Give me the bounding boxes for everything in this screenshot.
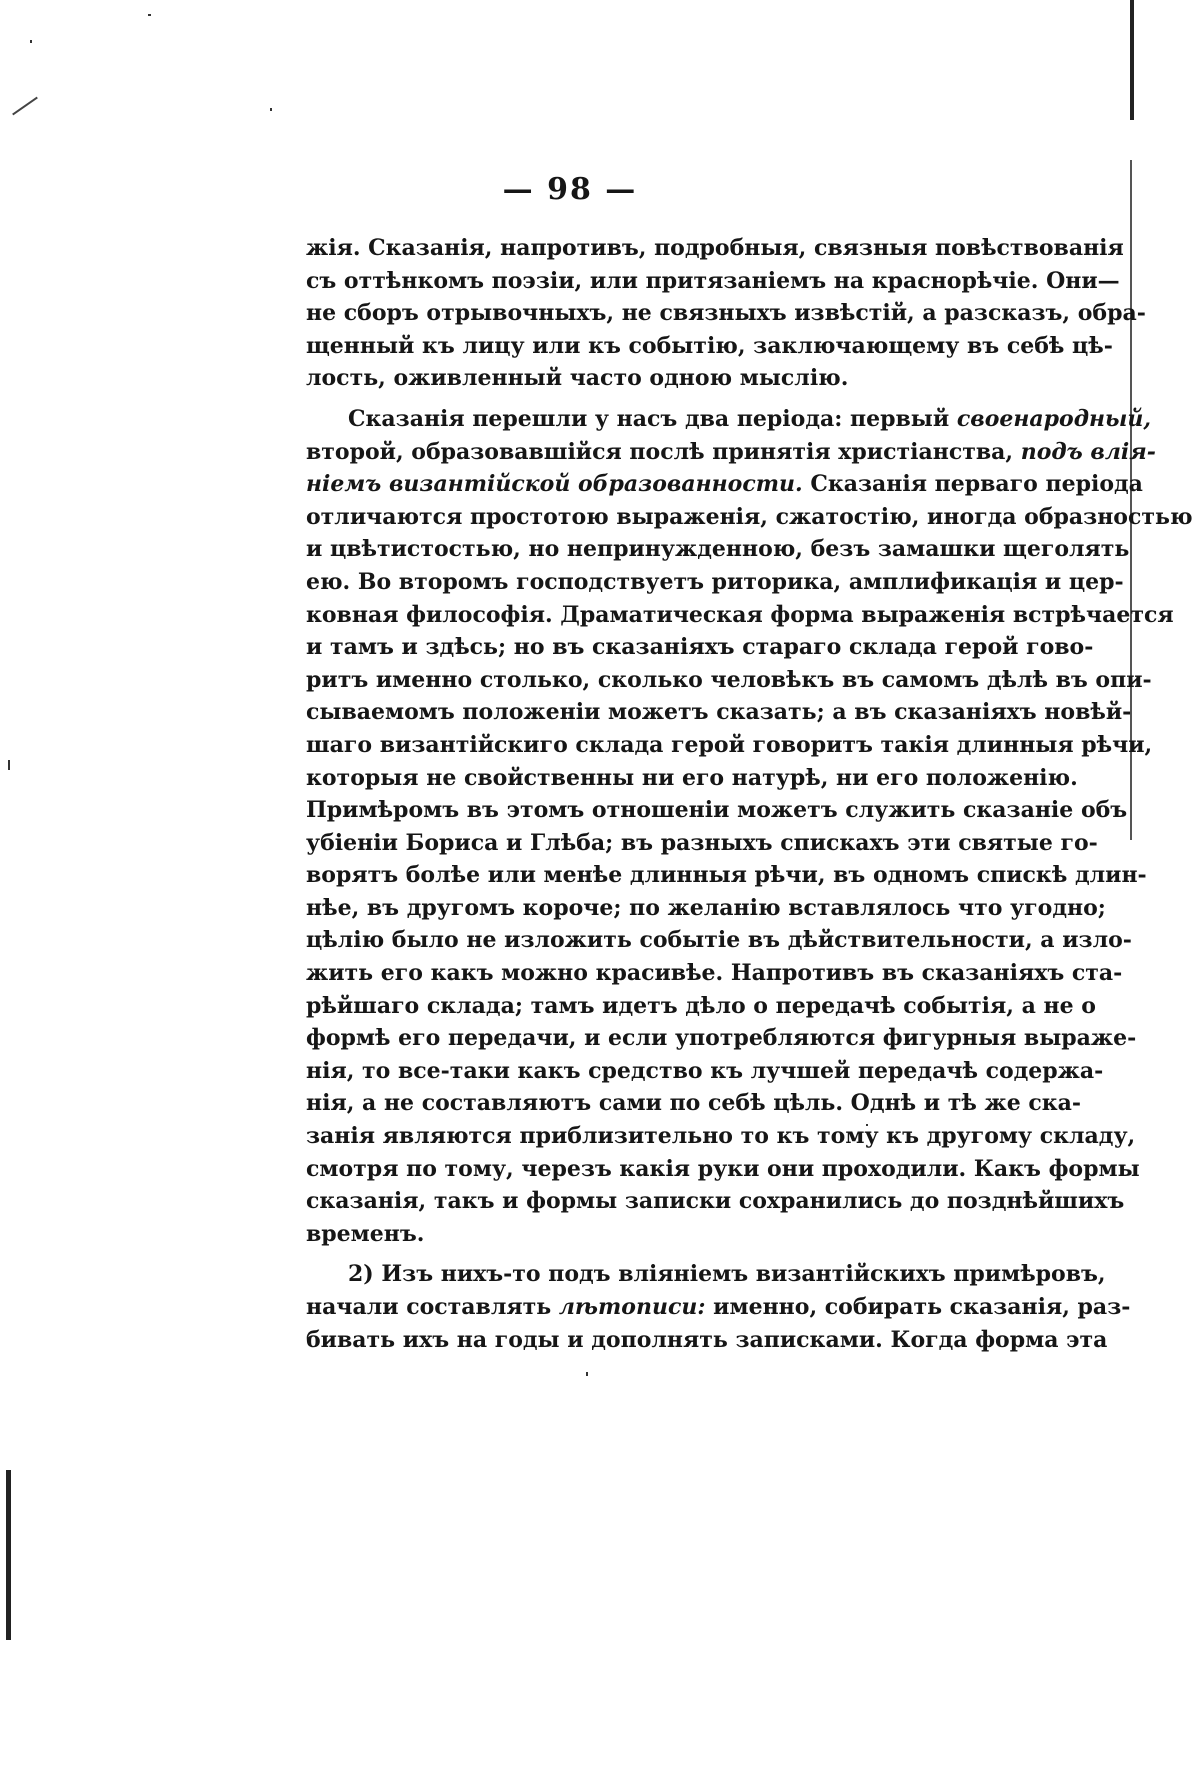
text-line bbox=[306, 1022, 1137, 1055]
line-text: смотря по тому, черезъ какія руки они проходили. Какъ формы bbox=[306, 1155, 1140, 1182]
text-line bbox=[306, 729, 1153, 762]
scan-edge-right-top bbox=[1130, 0, 1134, 120]
text-line bbox=[306, 827, 1098, 860]
text-line bbox=[306, 957, 1123, 990]
line-emphasis: лѣтописи: bbox=[558, 1294, 706, 1320]
line-text: ею. Во второмъ господствуетъ риторика, амплификація и цер- bbox=[306, 568, 1124, 595]
text-line bbox=[306, 696, 1132, 729]
text-line bbox=[306, 330, 1113, 363]
line-text: жія. Сказанія, напротивъ, подробныя, связныя повѣствованія bbox=[306, 235, 1124, 261]
text-line bbox=[306, 297, 1146, 330]
text-line bbox=[306, 1055, 1104, 1088]
text-line bbox=[306, 990, 1096, 1023]
line-text: щенный къ лицу или къ событію, заключающему въ себѣ цѣ- bbox=[306, 332, 1113, 359]
line-text: нѣе, въ другомъ короче; по желанію вставлялось что угодно; bbox=[306, 894, 1106, 921]
text-line bbox=[306, 403, 1152, 436]
line-text: и цвѣтистостью, но непринужденною, безъ замашки щеголять bbox=[306, 536, 1130, 563]
scan-edge-left bbox=[6, 1470, 11, 1640]
text-line bbox=[306, 1185, 1125, 1218]
text-line bbox=[306, 265, 1120, 298]
text-line bbox=[306, 599, 1174, 632]
line-text: нія, то все-таки какъ средство къ лучшей передачѣ содержа- bbox=[306, 1057, 1104, 1084]
text-line bbox=[306, 1087, 1082, 1120]
text-line bbox=[306, 436, 1156, 469]
line-text: 2) Изъ нихъ-то подъ вліяніемъ византійскихъ примѣровъ, bbox=[348, 1261, 1106, 1288]
text-line bbox=[306, 1218, 1006, 1251]
body-text bbox=[306, 232, 1193, 1356]
line-emphasis: ніемъ византійской образованности. bbox=[306, 471, 803, 498]
line-text: убіеніи Бориса и Глѣба; въ разныхъ спискахъ эти святые го- bbox=[306, 829, 1098, 856]
text-line bbox=[306, 468, 1143, 501]
text-line bbox=[306, 794, 1128, 827]
line-text: второй, образовавшійся послѣ принятія христіанства, bbox=[306, 438, 1021, 465]
line-emphasis: подъ влія- bbox=[1020, 438, 1156, 465]
text-line bbox=[306, 924, 1132, 957]
text-line bbox=[306, 566, 1124, 599]
page-number: — 98 — bbox=[502, 172, 638, 207]
text-line bbox=[306, 631, 1094, 664]
line-tail: Сказанія перваго періода bbox=[802, 471, 1143, 498]
line-text: ворятъ болѣе или менѣе длинныя рѣчи, въ одномъ спискѣ длин- bbox=[306, 862, 1147, 889]
line-text: начали составлять bbox=[306, 1294, 559, 1320]
line-text: временъ. bbox=[306, 1220, 425, 1247]
line-emphasis: своенародный, bbox=[956, 405, 1152, 432]
line-text: ковная философія. Драматическая форма выраженія встрѣчается bbox=[306, 601, 1174, 628]
line-text: жить его какъ можно красивѣе. Напротивъ въ сказаніяхъ ста- bbox=[306, 960, 1123, 987]
line-text: съ оттѣнкомъ поэзіи, или притязаніемъ на краснорѣчіе. Они— bbox=[306, 267, 1120, 294]
line-text: отличаются простотою выраженія, сжатостію, иногда образностью bbox=[306, 503, 1193, 530]
text-line bbox=[306, 1153, 1140, 1186]
text-line bbox=[306, 892, 1106, 925]
line-text: шаго византійскиго склада герой говоритъ такія длинныя рѣчи, bbox=[306, 731, 1153, 758]
text-line bbox=[306, 501, 1193, 534]
line-text: рѣйшаго склада; тамъ идетъ дѣло о передачѣ событія, а не о bbox=[306, 992, 1096, 1019]
text-line bbox=[306, 362, 1006, 395]
text-line bbox=[306, 232, 1124, 265]
text-line bbox=[306, 1291, 1131, 1324]
line-text: Сказанія перешли у насъ два періода: первый bbox=[348, 405, 957, 432]
line-text: цѣлію было не изложить событіе въ дѣйствительности, а изло- bbox=[306, 927, 1132, 954]
line-text: сываемомъ положеніи можетъ сказать; а въ сказаніяхъ новѣй- bbox=[306, 699, 1132, 726]
text-line bbox=[306, 533, 1130, 566]
line-text: сказанія, такъ и формы записки сохранились до позднѣйшихъ bbox=[306, 1188, 1125, 1215]
text-line bbox=[306, 859, 1147, 892]
text-line bbox=[306, 664, 1152, 697]
line-text: формѣ его передачи, и если употребляются фигурныя выраже- bbox=[306, 1025, 1137, 1052]
line-text: не сборъ отрывочныхъ, не связныхъ извѣстій, а разсказъ, обра- bbox=[306, 300, 1146, 327]
line-text: и тамъ и здѣсь; но въ сказаніяхъ стараго склада герой гово- bbox=[306, 634, 1094, 661]
line-tail: именно, собирать сказанія, раз- bbox=[705, 1294, 1131, 1320]
text-line bbox=[306, 1258, 1106, 1291]
line-text: нія, а не составляютъ сами по себѣ цѣль. Однѣ и тѣ же ска- bbox=[306, 1090, 1082, 1117]
line-text: Примѣромъ въ этомъ отношеніи можетъ служить сказаніе объ bbox=[306, 797, 1128, 824]
text-line bbox=[306, 762, 1078, 795]
text-line bbox=[306, 1324, 1108, 1357]
text-line bbox=[306, 1120, 1136, 1153]
line-text: которыя не свойственны ни его натурѣ, ни его положенію. bbox=[306, 764, 1078, 791]
line-text: ритъ именно столько, сколько человѣкъ въ самомъ дѣлѣ въ опи- bbox=[306, 666, 1152, 693]
corner-scan-mark bbox=[12, 97, 38, 116]
line-text: лость, оживленный часто одною мыслію. bbox=[306, 365, 849, 392]
line-text: занія являются приблизительно то къ тому къ другому складу, bbox=[306, 1123, 1136, 1150]
line-text: бивать ихъ на годы и дополнять записками. Когда форма эта bbox=[306, 1326, 1108, 1353]
